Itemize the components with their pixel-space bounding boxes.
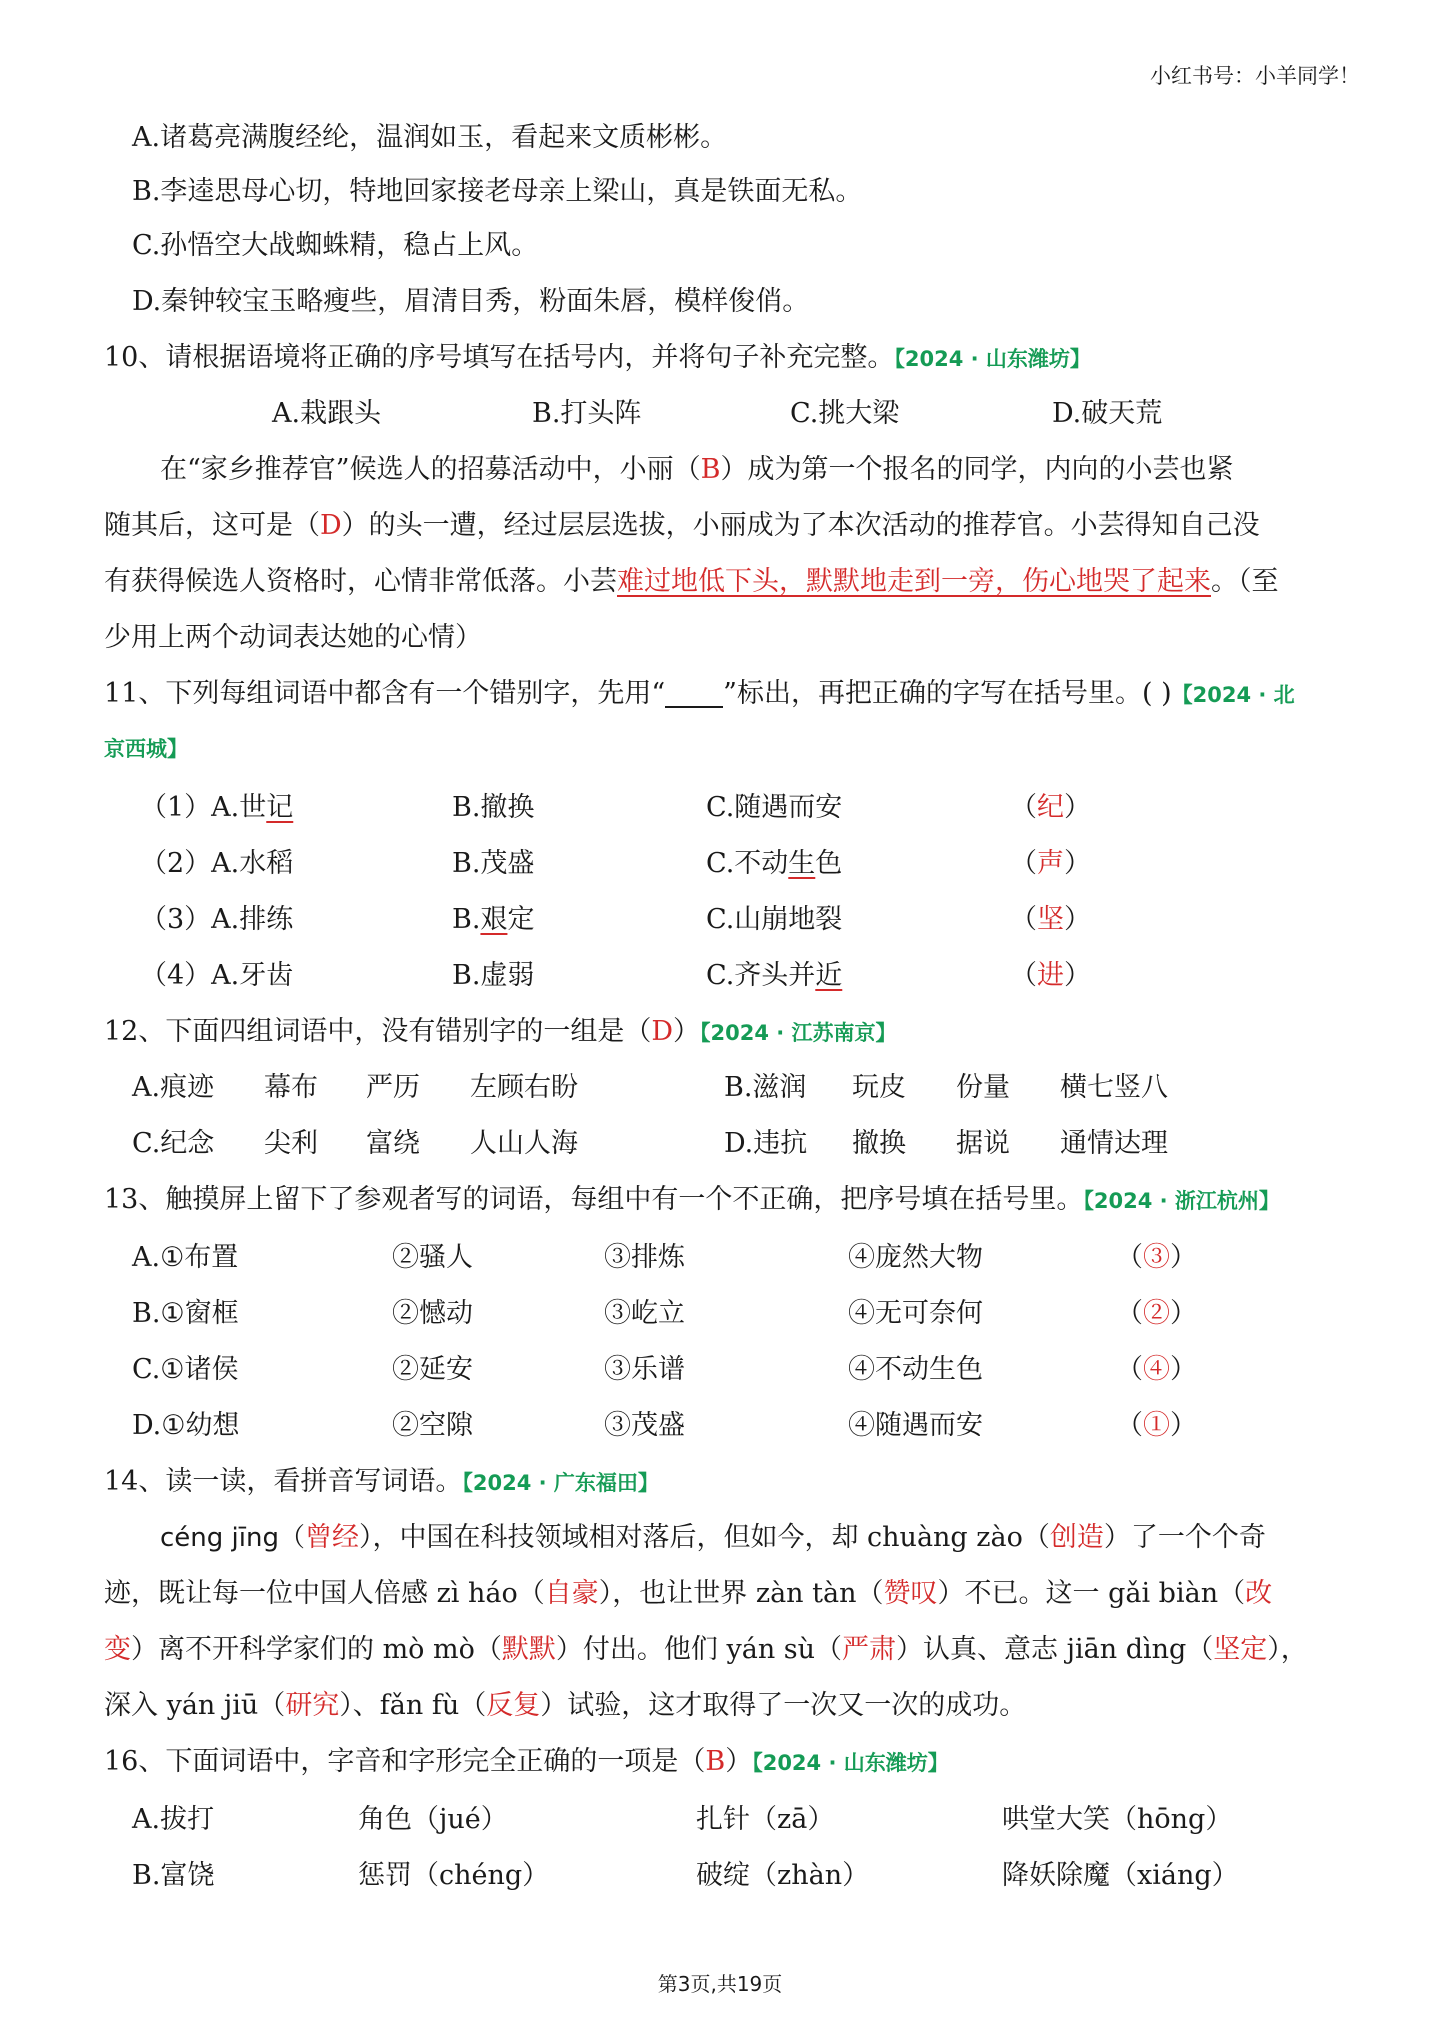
q13-row-2-c: ③屹立 <box>604 1298 685 1329</box>
q13-row-4-a: D.①幼想 <box>132 1410 240 1441</box>
q10-para-line1: 在“家乡推荐官”候选人的招募活动中，小丽（B）成为第一个报名的同学，内向的小芸也紧 <box>160 454 1234 485</box>
q16-b-3: 破绽（zhàn） <box>696 1860 870 1891</box>
q12-b-3: 份量 <box>956 1072 1010 1103</box>
q14-line-2: 迹，既让每一位中国人倍感 zì háo（自豪），也让世界 zàn tàn（赞叹）不已。这一 gǎi biàn（改 <box>104 1578 1273 1609</box>
q12-d-4: 通情达理 <box>1060 1128 1168 1159</box>
q10-answer-2: D <box>320 510 342 541</box>
q13-row-2-answer: （②） <box>1116 1298 1197 1329</box>
q11-row-4-b: B.虚弱 <box>452 960 535 991</box>
q12-a-4: 左顾右盼 <box>470 1072 578 1103</box>
q14-stem: 14、读一读，看拼音写词语。【2024 · 广东福田】 <box>104 1466 659 1497</box>
q12-c-4: 人山人海 <box>470 1128 578 1159</box>
q10-option-a: A.栽跟头 <box>272 398 382 429</box>
header-account: 小红书号：小羊同学！ <box>1150 64 1360 88</box>
q14-line-1: céng jīng（曾经），中国在科技领域相对落后，但如今，却 chuàng zào（创造）了一个个奇 <box>160 1522 1266 1553</box>
q12-c-1: C.纪念 <box>132 1128 215 1159</box>
q13-row-3-d: ④不动生色 <box>848 1354 983 1385</box>
q13-row-1-d: ④庞然大物 <box>848 1242 983 1273</box>
q10-tag: 【2024 · 山东潍坊】 <box>894 347 1091 371</box>
q10-para-line3: 有获得候选人资格时，心情非常低落。小芸难过地低下头，默默地走到一旁，伤心地哭了起来。（至 <box>104 566 1279 597</box>
q11-row-1-b: B.撤换 <box>452 792 535 823</box>
q11-row-2-c: C.不动生色 <box>706 848 843 879</box>
q13-row-4-c: ③茂盛 <box>604 1410 685 1441</box>
q11-row-3-b: B.艰定 <box>452 904 535 935</box>
q13-stem: 13、触摸屏上留下了参观者写的词语，每组中有一个不正确，把序号填在括号里。【2024 · 浙江杭州】 <box>104 1184 1280 1215</box>
q11-row-2-answer: （声） <box>1010 848 1091 879</box>
q13-row-3-b: ②延安 <box>392 1354 473 1385</box>
q13-row-4-b: ②空隙 <box>392 1410 473 1441</box>
q12-b-2: 玩皮 <box>852 1072 906 1103</box>
q10-option-c: C.挑大梁 <box>790 398 900 429</box>
q10-option-b: B.打头阵 <box>532 398 642 429</box>
q16-answer: B <box>705 1746 726 1777</box>
q11-row-3-answer: （坚） <box>1010 904 1091 935</box>
q13-row-1-answer: （③） <box>1116 1242 1197 1273</box>
q11-tag-cont: 京西城】 <box>104 737 188 761</box>
q11-row-3-c: C.山崩地裂 <box>706 904 843 935</box>
q16-a-4: 哄堂大笑（hōng） <box>1002 1804 1233 1835</box>
q12-answer: D <box>651 1016 674 1047</box>
q16-b-4: 降妖除魔（xiáng） <box>1002 1860 1239 1891</box>
q11-tag: 【2024 · 北 <box>1171 683 1295 707</box>
q14-line-3: 变）离不开科学家们的 mò mò（默默）付出。他们 yán sù（严肃）认真、意志 jiān dìng（坚定）， <box>104 1634 1308 1665</box>
q9-option-d: D.秦钟较宝玉略瘦些，眉清目秀，粉面朱唇，模样俊俏。 <box>132 286 810 317</box>
q13-row-2-a: B.①窗框 <box>132 1298 239 1329</box>
q13-row-1-a: A.①布置 <box>132 1242 239 1273</box>
q16-a-2: 角色（jué） <box>358 1804 508 1835</box>
q13-row-3-c: ③乐谱 <box>604 1354 685 1385</box>
q12-b-4: 横七竖八 <box>1060 1072 1168 1103</box>
q10-option-d: D.破天荒 <box>1052 398 1163 429</box>
q12-stem: 12、下面四组词语中，没有错别字的一组是（D）【2024 · 江苏南京】 <box>104 1016 897 1047</box>
q11-row-2: （2）A.水稻 <box>140 848 294 879</box>
q11-row-4-c: C.齐头并近 <box>706 960 843 991</box>
q13-row-3-answer: （④） <box>1116 1354 1197 1385</box>
q13-row-3-a: C.①诸侯 <box>132 1354 239 1385</box>
q9-option-b: B.李逵思母心切，特地回家接老母亲上梁山，真是铁面无私。 <box>132 176 863 207</box>
q16-a-1: A.拔打 <box>132 1804 215 1835</box>
q11-row-1-answer: （纪） <box>1010 792 1091 823</box>
q11-row-2-b: B.茂盛 <box>452 848 535 879</box>
q12-d-1: D.违抗 <box>724 1128 808 1159</box>
q12-d-3: 据说 <box>956 1128 1010 1159</box>
q11-row-4-answer: （进） <box>1010 960 1091 991</box>
q13-row-1-c: ③排炼 <box>604 1242 685 1273</box>
q13-row-4-answer: （①） <box>1116 1410 1197 1441</box>
q10-para-line4: 少用上两个动词表达她的心情） <box>104 622 482 653</box>
underline-blank <box>665 682 723 708</box>
q9-option-a: A.诸葛亮满腹经纶，温润如玉，看起来文质彬彬。 <box>132 122 728 153</box>
q12-c-3: 富绕 <box>366 1128 420 1159</box>
q16-b-1: B.富饶 <box>132 1860 215 1891</box>
q13-row-1-b: ②骚人 <box>392 1242 473 1273</box>
q16-b-2: 惩罚（chéng） <box>358 1860 550 1891</box>
q11-row-3: （3）A.排练 <box>140 904 294 935</box>
q10-answer-3: 难过地低下头，默默地走到一旁，伤心地哭了起来 <box>617 566 1211 597</box>
q11-row-4: （4）A.牙齿 <box>140 960 294 991</box>
q11-stem: 11、下列每组词语中都含有一个错别字，先用“ ”标出，再把正确的字写在括号里。( )【2024 · 北 <box>104 678 1295 709</box>
q9-option-c: C.孙悟空大战蜘蛛精，稳占上风。 <box>132 230 539 261</box>
q11-row-1: （1）A.世记 <box>140 792 294 823</box>
q10-stem: 10、请根据语境将正确的序号填写在括号内，并将句子补充完整。【2024 · 山东潍坊】 <box>104 342 1091 373</box>
q11-row-1-c: C.随遇而安 <box>706 792 843 823</box>
q14-line-4: 深入 yán jiū（研究）、fǎn fù（反复）试验，这才取得了一次又一次的成功。 <box>104 1690 1027 1721</box>
q10-para-line2: 随其后，这可是（D）的头一遭，经过层层选拔，小丽成为了本次活动的推荐官。小芸得知自己没 <box>104 510 1260 541</box>
q12-a-2: 幕布 <box>264 1072 318 1103</box>
q10-answer-1: B <box>700 454 721 485</box>
q16-a-3: 扎针（zā） <box>696 1804 835 1835</box>
q12-a-3: 严历 <box>366 1072 420 1103</box>
q13-row-4-d: ④随遇而安 <box>848 1410 983 1441</box>
q12-c-2: 尖利 <box>264 1128 318 1159</box>
q16-stem: 16、下面词语中，字音和字形完全正确的一项是（B）【2024 · 山东潍坊】 <box>104 1746 949 1777</box>
q13-row-2-d: ④无可奈何 <box>848 1298 983 1329</box>
q13-row-2-b: ②憾动 <box>392 1298 473 1329</box>
q12-b-1: B.滋润 <box>724 1072 807 1103</box>
q12-d-2: 撤换 <box>852 1128 906 1159</box>
page-footer: 第3页,共19页 <box>657 1972 783 1996</box>
q12-a-1: A.痕迹 <box>132 1072 215 1103</box>
